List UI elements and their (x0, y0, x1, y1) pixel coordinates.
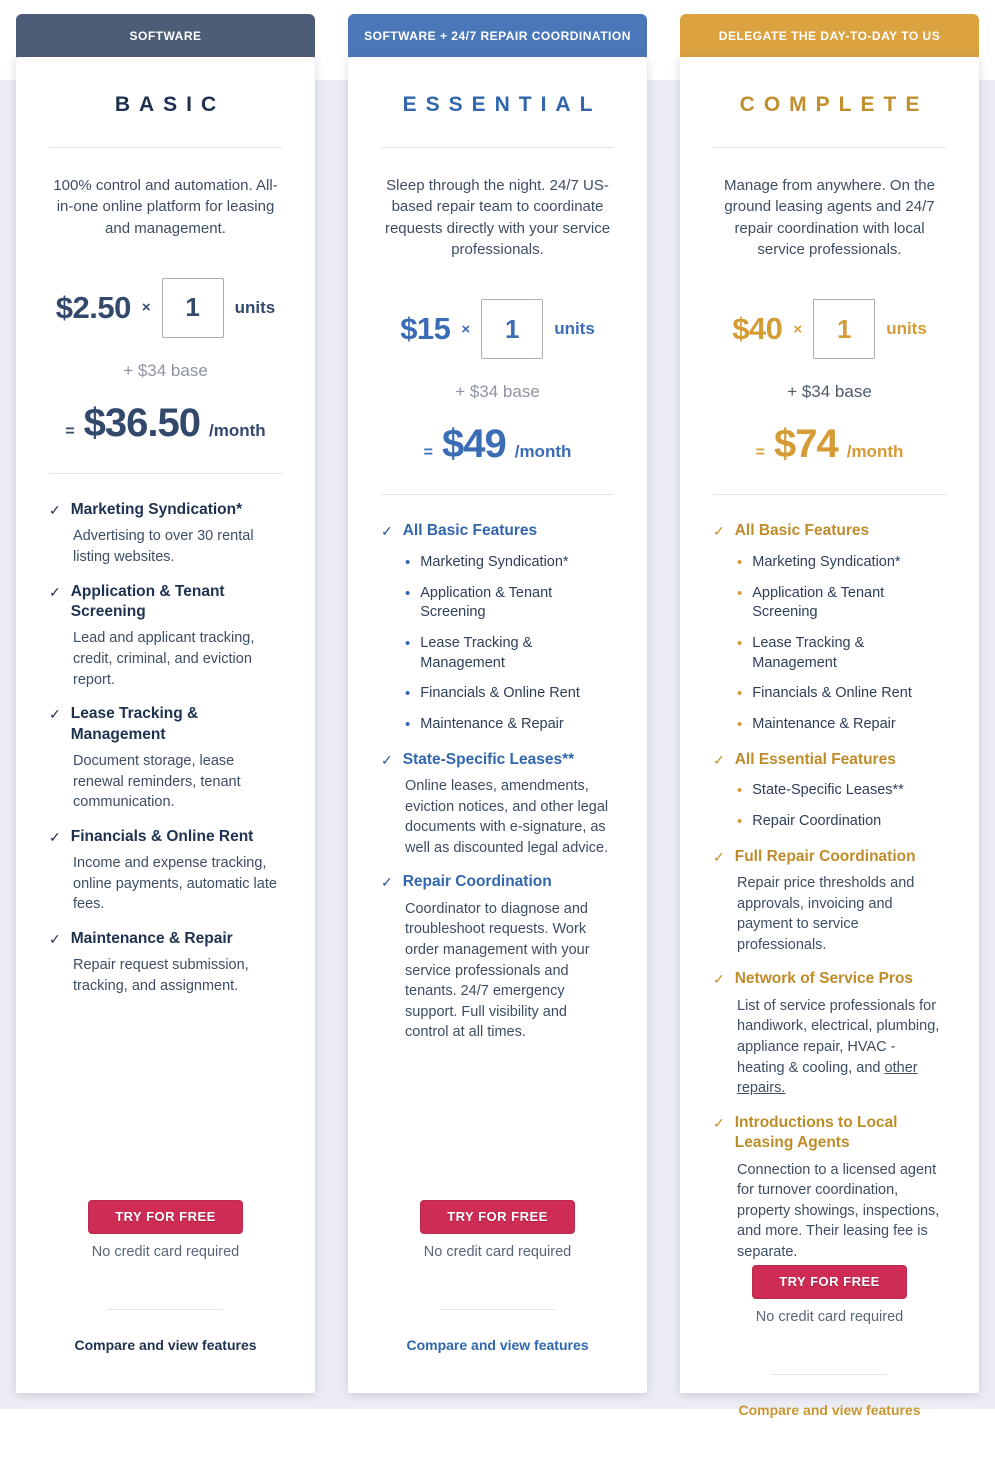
multiply-symbol: × (141, 299, 151, 317)
feature-sublabel: Financials & Online Rent (752, 685, 912, 702)
card-bottom (713, 1265, 946, 1458)
feature-sublabel: Lease Tracking & Management (752, 635, 865, 671)
bullet-icon: • (737, 716, 743, 734)
equals-symbol: = (65, 422, 75, 440)
base-fee: + $34 base (455, 382, 540, 402)
bullet-icon: • (405, 716, 411, 734)
units-label: units (554, 319, 595, 339)
feature-description: List of service professionals for handiwork, electrical, plumbing, appliance repair, HVAC - heating & cooling, and other repairs. (737, 997, 940, 1097)
feature-subitem (405, 553, 614, 573)
base-fee: + $34 base (787, 382, 872, 402)
per-month-label: /month (846, 442, 904, 462)
feature-subitem (405, 584, 614, 623)
feature-title: Financials & Online Rent (70, 827, 254, 845)
check-icon: ✓ (381, 874, 393, 891)
feature-description: Lead and applicant tracking, credit, criminal, and eviction report. (73, 630, 255, 688)
card-bottom (49, 1200, 282, 1393)
plan-title: COMPLETE (739, 93, 929, 116)
feature-item (713, 521, 946, 541)
feature-item (49, 827, 282, 847)
price-calculator (713, 299, 946, 359)
feature-title: Marketing Syndication* (70, 500, 243, 518)
plan-card-essential (348, 57, 647, 1393)
feature-list (713, 507, 946, 1264)
base-fee: + $34 base (123, 360, 208, 380)
feature-item (49, 704, 282, 745)
feature-sublabel: Repair Coordination (752, 813, 882, 830)
plan-tab-complete: DELEGATE THE DAY-TO-DAY TO US (680, 14, 979, 62)
total-row (381, 422, 614, 467)
plan-card-complete (680, 57, 979, 1418)
try-for-free-button[interactable]: TRY FOR FREE (420, 1200, 575, 1234)
feature-item (381, 750, 614, 770)
bullet-icon: • (737, 782, 743, 800)
feature-title: Full Repair Coordination (734, 847, 916, 865)
check-icon: ✓ (49, 583, 61, 600)
feature-subitem (737, 715, 946, 735)
feature-list (49, 486, 282, 999)
feature-description: Income and expense tracking, online payments, automatic late fees. (73, 855, 277, 913)
total-price: $36.50 (83, 400, 201, 445)
bullet-icon: • (737, 813, 743, 831)
other-repairs-link[interactable]: other repairs. (737, 1059, 918, 1097)
total-row (713, 422, 946, 467)
price-calculator (381, 299, 614, 359)
no-credit-card-note: No credit card required (91, 1244, 240, 1260)
card-bottom (381, 1200, 614, 1393)
feature-item (381, 872, 614, 892)
feature-title: Maintenance & Repair (70, 929, 233, 947)
plan-description: Sleep through the night. 24/7 US-based repair team to coordinate requests directly with your service professionals. (384, 177, 611, 258)
feature-sublabel: Financials & Online Rent (420, 685, 580, 702)
try-for-free-button[interactable]: TRY FOR FREE (752, 1265, 907, 1299)
per-month-label: /month (209, 420, 266, 440)
check-icon: ✓ (713, 971, 725, 988)
no-credit-card-note: No credit card required (755, 1308, 904, 1325)
divider (381, 147, 614, 148)
feature-sublabel: State-Specific Leases** (752, 782, 904, 799)
divider (772, 1374, 887, 1375)
check-icon: ✓ (49, 828, 61, 845)
feature-subitem (737, 634, 946, 673)
feature-sublabel: Maintenance & Repair (752, 716, 896, 733)
feature-subitem (405, 684, 614, 704)
feature-subitem (737, 553, 946, 573)
divider (381, 494, 614, 495)
multiply-symbol: × (461, 320, 471, 338)
feature-item (49, 582, 282, 623)
feature-item (713, 1113, 946, 1154)
feature-list (381, 507, 614, 1045)
equals-symbol: = (423, 444, 433, 462)
feature-description: Coordinator to diagnose and troubleshoot requests. Work order management with your service professionals and tenants. 24/7 emergency support. Full visibility and control at all times. (405, 900, 590, 1041)
feature-title: Lease Tracking & Management (70, 705, 199, 743)
feature-sublabel: Marketing Syndication* (420, 553, 569, 570)
divider (108, 1309, 223, 1310)
bullet-icon: • (737, 635, 743, 653)
feature-description: Repair price thresholds and approvals, invoicing and payment to service professionals. (737, 875, 915, 953)
divider (49, 473, 282, 474)
feature-title: All Basic Features (402, 522, 538, 540)
check-icon: ✓ (381, 523, 393, 540)
check-icon: ✓ (49, 706, 61, 723)
price-calculator (49, 278, 282, 338)
feature-description: Advertising to over 30 rental listing websites. (73, 528, 254, 565)
units-label: units (234, 297, 276, 317)
plan-column-essential (348, 14, 647, 1393)
plan-title: ESSENTIAL (402, 93, 602, 116)
feature-subitem (405, 634, 614, 673)
plan-column-complete (680, 14, 979, 1418)
feature-subitem (405, 715, 614, 735)
plan-card-basic (16, 57, 315, 1393)
total-row (49, 401, 282, 446)
feature-item (713, 750, 946, 770)
feature-description: Repair request submission, tracking, and assignment. (73, 957, 249, 994)
feature-title: Introductions to Local Leasing Agents (734, 1113, 898, 1152)
plan-description: Manage from anywhere. On the ground leasing agents and 24/7 repair coordination with local service professionals. (724, 177, 935, 258)
divider (713, 494, 946, 495)
plan-tab-basic: SOFTWARE (16, 14, 315, 62)
check-icon: ✓ (713, 523, 725, 540)
plan-tab-essential: SOFTWARE + 24/7 REPAIR COORDINATION (348, 14, 647, 62)
feature-sublabel: Lease Tracking & Management (420, 635, 533, 671)
feature-title: Application & Tenant Screening (70, 582, 225, 620)
plan-description: 100% control and automation. All-in-one online platform for leasing and management. (53, 177, 278, 237)
compare-features-link[interactable]: Compare and view features (406, 1337, 589, 1353)
check-icon: ✓ (713, 751, 725, 768)
plan-title: BASIC (114, 93, 226, 116)
bullet-icon: • (405, 635, 411, 653)
feature-sublabel: Application & Tenant Screening (752, 584, 885, 621)
units-label: units (886, 319, 927, 339)
feature-item (49, 929, 282, 949)
check-icon: ✓ (49, 930, 61, 947)
price-per-unit: $15 (400, 311, 451, 347)
units-input[interactable] (481, 299, 543, 359)
price-per-unit: $2.50 (55, 289, 131, 325)
feature-sublabel: Maintenance & Repair (420, 716, 564, 733)
feature-subitem (737, 781, 946, 801)
compare-features-link[interactable]: Compare and view features (74, 1337, 257, 1353)
equals-symbol: = (755, 444, 765, 462)
no-credit-card-note: No credit card required (423, 1244, 572, 1260)
bullet-icon: • (405, 553, 411, 571)
total-price: $74 (773, 422, 838, 467)
feature-title: State-Specific Leases** (402, 750, 575, 768)
try-for-free-button[interactable]: TRY FOR FREE (88, 1200, 243, 1234)
bullet-icon: • (405, 685, 411, 703)
divider (49, 147, 282, 148)
price-per-unit: $40 (732, 311, 783, 347)
feature-item (713, 969, 946, 989)
bullet-icon: • (737, 584, 743, 602)
feature-item (713, 847, 946, 867)
multiply-symbol: × (793, 320, 803, 338)
divider (440, 1309, 555, 1310)
bullet-icon: • (405, 584, 411, 602)
total-price: $49 (441, 422, 506, 467)
units-input[interactable] (162, 278, 224, 338)
feature-subitem (737, 812, 946, 832)
units-input[interactable] (813, 299, 875, 359)
check-icon: ✓ (713, 848, 725, 865)
feature-sublabel: Application & Tenant Screening (420, 584, 553, 621)
per-month-label: /month (514, 442, 572, 462)
feature-title: Repair Coordination (402, 873, 552, 891)
feature-subitem (737, 684, 946, 704)
check-icon: ✓ (49, 501, 61, 518)
feature-description: Document storage, lease renewal reminders, tenant communication. (73, 753, 241, 811)
check-icon: ✓ (381, 751, 393, 768)
divider (713, 147, 946, 148)
compare-features-link[interactable]: Compare and view features (738, 1401, 921, 1418)
bullet-icon: • (737, 685, 743, 703)
plan-column-basic (16, 14, 315, 1393)
feature-description: Online leases, amendments, eviction notices, and other legal documents with e-signature, as well as discounted legal advice. (405, 778, 609, 856)
feature-description: Connection to a licensed agent for turnover coordination, property showings, inspections, and more. Their leasing fee is separate. (737, 1161, 940, 1260)
feature-title: All Essential Features (734, 750, 896, 768)
feature-subitem (737, 584, 946, 623)
feature-title: All Basic Features (734, 522, 870, 540)
feature-item (381, 521, 614, 541)
feature-title: Network of Service Pros (734, 970, 914, 988)
feature-sublabel: Marketing Syndication* (752, 553, 901, 570)
feature-item (49, 500, 282, 520)
bullet-icon: • (737, 553, 743, 571)
check-icon: ✓ (713, 1114, 725, 1131)
